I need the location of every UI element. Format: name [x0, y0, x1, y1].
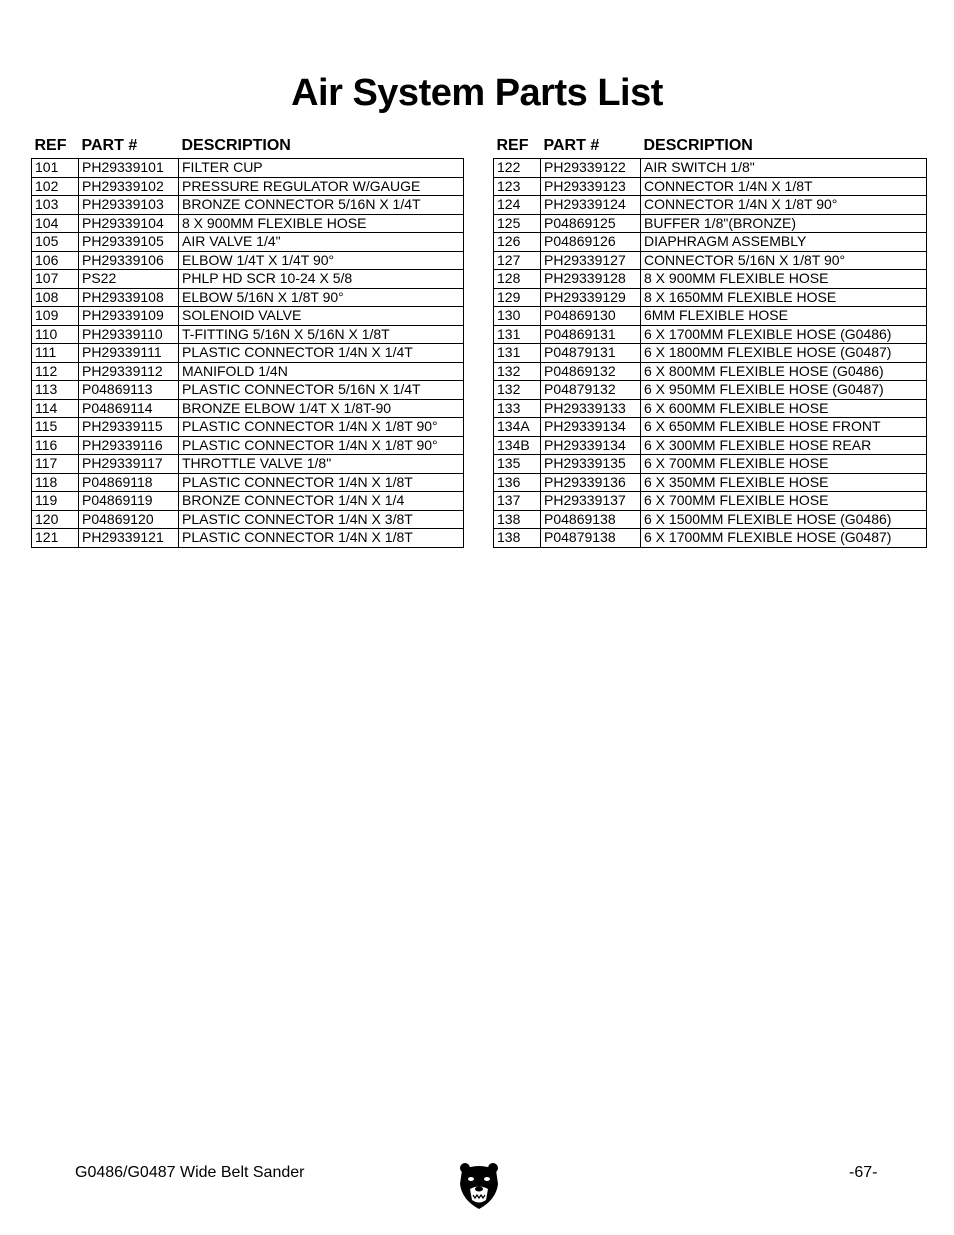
cell-part-number: PH29339115 — [79, 418, 179, 437]
cell-description: SOLENOID VALVE — [179, 307, 464, 326]
cell-part-number: P04869138 — [541, 510, 641, 529]
table-row — [32, 307, 464, 326]
cell-ref: 114 — [32, 399, 79, 418]
cell-description: 6 X 300MM FLEXIBLE HOSE REAR — [641, 436, 927, 455]
cell-ref: 123 — [494, 177, 541, 196]
cell-ref: 125 — [494, 214, 541, 233]
column-header-ref: REF — [34, 136, 67, 154]
cell-ref: 138 — [494, 510, 541, 529]
table-row — [494, 362, 927, 381]
cell-description: FILTER CUP — [179, 159, 464, 178]
table-row — [494, 214, 927, 233]
table-row — [32, 288, 464, 307]
table-row — [32, 233, 464, 252]
cell-ref: 131 — [494, 325, 541, 344]
cell-description: MANIFOLD 1/4N — [179, 362, 464, 381]
table-row — [32, 325, 464, 344]
cell-description: 6 X 800MM FLEXIBLE HOSE (G0486) — [641, 362, 927, 381]
column-header-description: DESCRIPTION — [643, 136, 753, 154]
cell-ref: 138 — [494, 529, 541, 548]
cell-description: 6 X 1800MM FLEXIBLE HOSE (G0487) — [641, 344, 927, 363]
cell-description: 6 X 600MM FLEXIBLE HOSE — [641, 399, 927, 418]
cell-description: PLASTIC CONNECTOR 5/16N X 1/4T — [179, 381, 464, 400]
cell-ref: 137 — [494, 492, 541, 511]
table-row — [494, 492, 927, 511]
cell-description: PLASTIC CONNECTOR 1/4N X 1/8T 90° — [179, 418, 464, 437]
table-row — [494, 233, 927, 252]
page-number: -67- — [849, 1164, 878, 1181]
cell-description: 6 X 1500MM FLEXIBLE HOSE (G0486) — [641, 510, 927, 529]
table-row — [32, 399, 464, 418]
cell-ref: 116 — [32, 436, 79, 455]
table-header-row — [32, 133, 464, 159]
cell-ref: 124 — [494, 196, 541, 215]
cell-part-number: P04869120 — [79, 510, 179, 529]
column-header-description: DESCRIPTION — [181, 136, 291, 154]
column-header-part: PART # — [543, 136, 600, 154]
cell-part-number: P04879138 — [541, 529, 641, 548]
cell-part-number: PH29339116 — [79, 436, 179, 455]
table-row — [494, 399, 927, 418]
table-row — [494, 436, 927, 455]
cell-description: 6MM FLEXIBLE HOSE — [641, 307, 927, 326]
table-row — [494, 473, 927, 492]
cell-description: PHLP HD SCR 10-24 X 5/8 — [179, 270, 464, 289]
footer-model-name: G0486/G0487 Wide Belt Sander — [75, 1164, 305, 1181]
cell-ref: 126 — [494, 233, 541, 252]
cell-ref: 111 — [32, 344, 79, 363]
cell-description: T-FITTING 5/16N X 5/16N X 1/8T — [179, 325, 464, 344]
cell-ref: 109 — [32, 307, 79, 326]
cell-ref: 106 — [32, 251, 79, 270]
cell-ref: 103 — [32, 196, 79, 215]
table-row — [494, 251, 927, 270]
cell-part-number: P04869130 — [541, 307, 641, 326]
cell-part-number: PH29339134 — [541, 436, 641, 455]
cell-ref: 105 — [32, 233, 79, 252]
cell-ref: 118 — [32, 473, 79, 492]
cell-ref: 130 — [494, 307, 541, 326]
cell-description: BUFFER 1/8"(BRONZE) — [641, 214, 927, 233]
cell-description: 8 X 1650MM FLEXIBLE HOSE — [641, 288, 927, 307]
table-row — [32, 473, 464, 492]
cell-ref: 129 — [494, 288, 541, 307]
cell-part-number: PH29339112 — [79, 362, 179, 381]
cell-description: PLASTIC CONNECTOR 1/4N X 1/8T 90° — [179, 436, 464, 455]
parts-table-right — [493, 133, 927, 548]
cell-part-number: PH29339124 — [541, 196, 641, 215]
table-row — [494, 325, 927, 344]
table-row — [32, 362, 464, 381]
cell-ref: 115 — [32, 418, 79, 437]
cell-description: BRONZE CONNECTOR 1/4N X 1/4 — [179, 492, 464, 511]
cell-description: PLASTIC CONNECTOR 1/4N X 1/8T — [179, 473, 464, 492]
table-row — [32, 177, 464, 196]
table-row — [32, 214, 464, 233]
cell-part-number: PH29339102 — [79, 177, 179, 196]
cell-part-number: PH29339127 — [541, 251, 641, 270]
cell-part-number: P04869125 — [541, 214, 641, 233]
table-row — [32, 492, 464, 511]
table-row — [32, 455, 464, 474]
table-row — [32, 196, 464, 215]
table-row — [494, 529, 927, 548]
table-header-row — [494, 133, 927, 159]
cell-description: 6 X 700MM FLEXIBLE HOSE — [641, 455, 927, 474]
cell-part-number: PH29339121 — [79, 529, 179, 548]
cell-ref: 108 — [32, 288, 79, 307]
cell-ref: 134A — [494, 418, 541, 437]
cell-description: 6 X 1700MM FLEXIBLE HOSE (G0486) — [641, 325, 927, 344]
cell-description: PLASTIC CONNECTOR 1/4N X 1/8T — [179, 529, 464, 548]
cell-description: ELBOW 1/4T X 1/4T 90° — [179, 251, 464, 270]
page-title: Air System Parts List — [291, 72, 663, 114]
table-row — [494, 510, 927, 529]
cell-part-number: PH29339103 — [79, 196, 179, 215]
cell-ref: 128 — [494, 270, 541, 289]
cell-ref: 112 — [32, 362, 79, 381]
cell-ref: 110 — [32, 325, 79, 344]
cell-part-number: P04869118 — [79, 473, 179, 492]
cell-ref: 121 — [32, 529, 79, 548]
table-row — [32, 270, 464, 289]
table-row — [494, 177, 927, 196]
table-row — [32, 529, 464, 548]
cell-part-number: PH29339106 — [79, 251, 179, 270]
table-row — [494, 307, 927, 326]
cell-part-number: PH29339104 — [79, 214, 179, 233]
cell-description: 6 X 1700MM FLEXIBLE HOSE (G0487) — [641, 529, 927, 548]
table-row — [494, 196, 927, 215]
table-row — [32, 159, 464, 178]
cell-part-number: PH29339108 — [79, 288, 179, 307]
table-row — [32, 510, 464, 529]
cell-ref: 134B — [494, 436, 541, 455]
cell-ref: 113 — [32, 381, 79, 400]
cell-part-number: PH29339122 — [541, 159, 641, 178]
column-header-ref: REF — [496, 136, 529, 154]
cell-ref: 132 — [494, 362, 541, 381]
cell-ref: 136 — [494, 473, 541, 492]
cell-description: AIR VALVE 1/4" — [179, 233, 464, 252]
cell-description: PRESSURE REGULATOR W/GAUGE — [179, 177, 464, 196]
cell-part-number: PH29339105 — [79, 233, 179, 252]
cell-part-number: P04879132 — [541, 381, 641, 400]
cell-part-number: PH29339134 — [541, 418, 641, 437]
table-row — [32, 381, 464, 400]
cell-ref: 120 — [32, 510, 79, 529]
cell-description: BRONZE CONNECTOR 5/16N X 1/4T — [179, 196, 464, 215]
table-row — [494, 159, 927, 178]
cell-part-number: P04869114 — [79, 399, 179, 418]
cell-part-number: PH29339109 — [79, 307, 179, 326]
cell-ref: 131 — [494, 344, 541, 363]
cell-ref: 101 — [32, 159, 79, 178]
cell-description: THROTTLE VALVE 1/8" — [179, 455, 464, 474]
cell-description: 6 X 700MM FLEXIBLE HOSE — [641, 492, 927, 511]
cell-part-number: PH29339101 — [79, 159, 179, 178]
table-row — [32, 251, 464, 270]
cell-part-number: PH29339133 — [541, 399, 641, 418]
cell-ref: 122 — [494, 159, 541, 178]
table-row — [494, 455, 927, 474]
cell-part-number: P04869126 — [541, 233, 641, 252]
cell-part-number: PH29339111 — [79, 344, 179, 363]
cell-part-number: P04869113 — [79, 381, 179, 400]
cell-ref: 135 — [494, 455, 541, 474]
cell-description: 6 X 650MM FLEXIBLE HOSE FRONT — [641, 418, 927, 437]
cell-description: DIAPHRAGM ASSEMBLY — [641, 233, 927, 252]
cell-description: PLASTIC CONNECTOR 1/4N X 3/8T — [179, 510, 464, 529]
table-row — [494, 270, 927, 289]
cell-part-number: PH29339117 — [79, 455, 179, 474]
table-row — [494, 344, 927, 363]
cell-ref: 104 — [32, 214, 79, 233]
cell-part-number: P04879131 — [541, 344, 641, 363]
cell-part-number: P04869131 — [541, 325, 641, 344]
cell-part-number: P04869132 — [541, 362, 641, 381]
bear-head-icon — [458, 1162, 500, 1210]
cell-part-number: PH29339128 — [541, 270, 641, 289]
table-row — [494, 418, 927, 437]
cell-part-number: PH29339110 — [79, 325, 179, 344]
cell-part-number: PH29339137 — [541, 492, 641, 511]
cell-ref: 119 — [32, 492, 79, 511]
cell-part-number: PS22 — [79, 270, 179, 289]
cell-ref: 102 — [32, 177, 79, 196]
cell-part-number: PH29339135 — [541, 455, 641, 474]
table-row — [494, 288, 927, 307]
cell-description: 6 X 950MM FLEXIBLE HOSE (G0487) — [641, 381, 927, 400]
cell-ref: 132 — [494, 381, 541, 400]
column-header-part: PART # — [81, 136, 138, 154]
cell-part-number: PH29339123 — [541, 177, 641, 196]
cell-ref: 117 — [32, 455, 79, 474]
cell-description: BRONZE ELBOW 1/4T X 1/8T-90 — [179, 399, 464, 418]
table-row — [32, 418, 464, 437]
cell-description: PLASTIC CONNECTOR 1/4N X 1/4T — [179, 344, 464, 363]
table-row — [494, 381, 927, 400]
cell-description: 8 X 900MM FLEXIBLE HOSE — [179, 214, 464, 233]
cell-description: 8 X 900MM FLEXIBLE HOSE — [641, 270, 927, 289]
table-row — [32, 436, 464, 455]
cell-part-number: PH29339136 — [541, 473, 641, 492]
cell-ref: 127 — [494, 251, 541, 270]
cell-description: CONNECTOR 1/4N X 1/8T — [641, 177, 927, 196]
cell-description: 6 X 350MM FLEXIBLE HOSE — [641, 473, 927, 492]
cell-ref: 107 — [32, 270, 79, 289]
cell-description: CONNECTOR 1/4N X 1/8T 90° — [641, 196, 927, 215]
table-row — [32, 344, 464, 363]
cell-description: ELBOW 5/16N X 1/8T 90° — [179, 288, 464, 307]
cell-part-number: PH29339129 — [541, 288, 641, 307]
cell-description: CONNECTOR 5/16N X 1/8T 90° — [641, 251, 927, 270]
cell-description: AIR SWITCH 1/8" — [641, 159, 927, 178]
cell-part-number: P04869119 — [79, 492, 179, 511]
cell-ref: 133 — [494, 399, 541, 418]
parts-table-left — [31, 133, 464, 548]
